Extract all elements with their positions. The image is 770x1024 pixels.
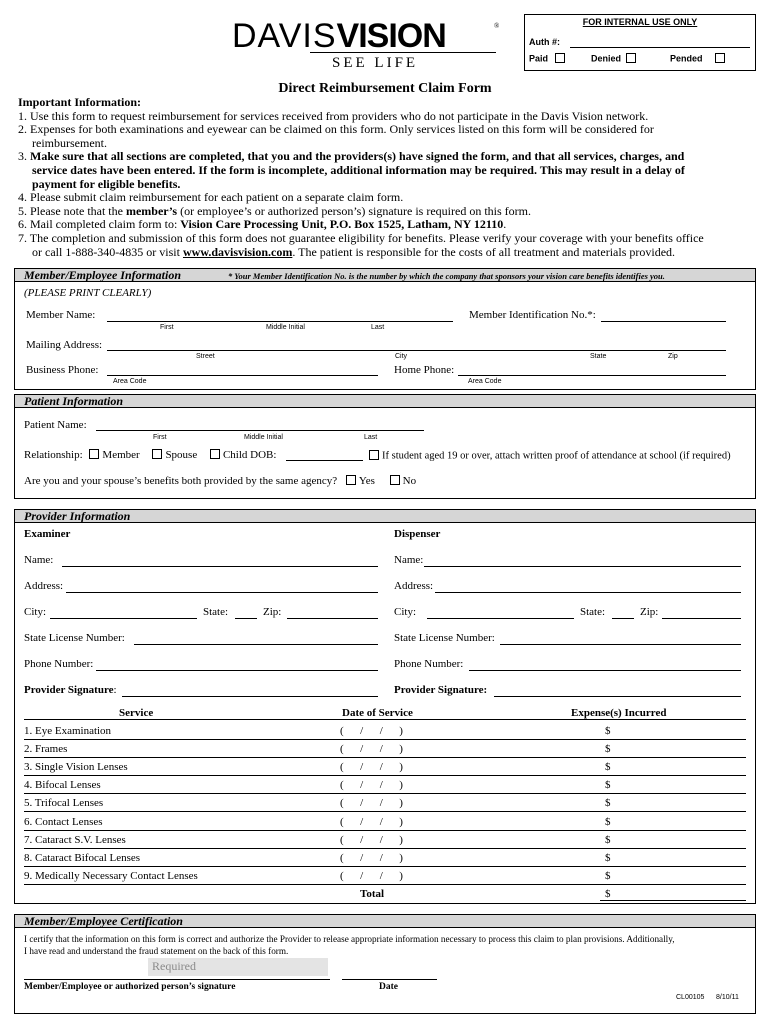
member-id-note: * Your Member Identification No. is the number by which the company that sponsors your vision care benefits identifies you.	[228, 271, 665, 281]
service-expense-dollar: $	[605, 725, 611, 737]
home-area-code-caption: Area Code	[468, 378, 502, 385]
dispenser-license-field[interactable]	[500, 644, 741, 645]
service-row	[0, 743, 770, 761]
denied-label: Denied	[591, 53, 622, 64]
examiner-name-field[interactable]	[62, 566, 378, 567]
dispenser-phone-field[interactable]	[469, 670, 741, 671]
certification-date-field[interactable]	[342, 979, 437, 980]
service-date-field[interactable]: ( / / )	[340, 779, 403, 791]
business-phone-field[interactable]	[107, 375, 378, 376]
certification-text-1: I certify that the information on this form is correct and authorize the Provider to release appropriate information necessary to process this claim to plan provisions. Additionally,	[24, 934, 675, 944]
service-date-field[interactable]: ( / / )	[340, 725, 403, 737]
student-row	[369, 450, 731, 462]
certification-date-label: Date	[379, 982, 398, 992]
service-row	[0, 779, 770, 797]
relationship-child-label: Child DOB:	[222, 449, 277, 461]
street-caption: Street	[196, 353, 215, 360]
service-row-line[interactable]	[24, 775, 746, 776]
dispenser-zip-label: Zip:	[640, 606, 659, 618]
service-name: 7. Cataract S.V. Lenses	[24, 834, 126, 846]
city-caption: City	[395, 353, 408, 360]
service-row-line[interactable]	[24, 757, 746, 758]
service-name: 4. Bifocal Lenses	[24, 779, 101, 791]
examiner-city-label: City:	[24, 606, 47, 618]
internal-use-box	[524, 14, 756, 71]
patient-last-caption: Last	[364, 434, 378, 441]
home-phone-label: Home Phone:	[394, 364, 455, 376]
dispenser-city-field[interactable]	[427, 618, 574, 619]
service-row-line[interactable]	[24, 830, 746, 831]
service-name: 2. Frames	[24, 743, 68, 755]
important-item-6: 6. Mail completed claim form to: Vision Care Processing Unit, P.O. Box 1525, Latham, NY 12110.	[18, 217, 507, 232]
member-name-field[interactable]	[107, 321, 453, 322]
important-item-2b: reimbursement.	[32, 135, 107, 150]
logo-divider	[310, 52, 496, 53]
service-row-line[interactable]	[24, 884, 746, 885]
service-name: 1. Eye Examination	[24, 725, 112, 737]
examiner-zip-label: Zip:	[263, 606, 282, 618]
logo-vision: VISION	[336, 17, 446, 55]
relationship-member-checkbox[interactable]	[89, 449, 99, 459]
home-phone-field[interactable]	[458, 375, 726, 376]
same-agency-yes-checkbox[interactable]	[346, 475, 356, 485]
same-agency-no-label: No	[402, 475, 417, 487]
important-heading: Important Information:	[18, 95, 141, 109]
service-row	[0, 797, 770, 815]
service-date-field[interactable]: ( / / )	[340, 797, 403, 809]
examiner-address-label: Address:	[24, 580, 64, 592]
dispenser-state-label: State:	[580, 606, 606, 618]
certification-text-2: I have read and understand the fraud statement on the back of this form.	[24, 945, 289, 956]
examiner-phone-field[interactable]	[96, 670, 378, 671]
form-code: CL00105	[676, 994, 705, 1001]
date-column-header: Date of Service	[342, 707, 413, 719]
dispenser-zip-field[interactable]	[662, 618, 741, 619]
service-expense-dollar: $	[605, 816, 611, 828]
member-signature-input[interactable]	[148, 958, 328, 976]
pended-label: Pended	[670, 53, 703, 64]
service-row-line[interactable]	[24, 811, 746, 812]
total-dollar: $	[605, 888, 611, 900]
zip-caption: Zip	[668, 353, 678, 360]
expense-column-header: Expense(s) Incurred	[571, 707, 667, 719]
dispenser-name-label: Name:	[394, 554, 424, 566]
mailing-address-field[interactable]	[107, 350, 726, 351]
examiner-phone-label: Phone Number:	[24, 658, 94, 670]
service-expense-dollar: $	[605, 779, 611, 791]
dispenser-signature-field[interactable]	[494, 696, 741, 697]
examiner-address-field[interactable]	[66, 592, 378, 593]
examiner-signature-field[interactable]	[122, 696, 378, 697]
logo-tagline: SEE LIFE	[332, 55, 419, 71]
member-name-label: Member Name:	[26, 309, 96, 321]
service-name: 3. Single Vision Lenses	[24, 761, 128, 773]
state-caption: State	[590, 353, 607, 360]
services-header-rule	[24, 719, 746, 720]
member-first-caption: First	[160, 324, 174, 331]
auth-label: Auth #:	[529, 37, 560, 47]
service-row	[0, 834, 770, 852]
dispenser-name-field[interactable]	[424, 566, 741, 567]
service-row-line[interactable]	[24, 793, 746, 794]
member-id-label: Member Identification No.*:	[469, 309, 596, 321]
important-item-4: 4. Please submit claim reimbursement for each patient on a separate claim form.	[18, 190, 404, 205]
service-date-field[interactable]: ( / / )	[340, 761, 403, 773]
certification-section	[14, 914, 756, 1014]
service-row	[0, 870, 770, 888]
service-name: 6. Contact Lenses	[24, 816, 103, 828]
relationship-spouse-checkbox[interactable]	[152, 449, 162, 459]
service-date-field[interactable]: ( / / )	[340, 870, 403, 882]
certification-heading: Member/Employee Certification	[14, 914, 756, 928]
service-date-field[interactable]: ( / / )	[340, 834, 403, 846]
same-agency-yes-label: Yes	[358, 475, 375, 487]
relationship-member-label: Member	[102, 449, 140, 461]
important-item-7a: 7. The completion and submission of this form does not guarantee eligibility for benefits. Please verify your coverage with your benefits office	[18, 230, 704, 245]
relationship-spouse-label: Spouse	[165, 449, 198, 461]
form-title: Direct Reimbursement Claim Form	[278, 81, 492, 96]
same-agency-row	[24, 475, 416, 487]
patient-section-heading: Patient Information	[14, 394, 756, 408]
same-agency-question: Are you and your spouse’s benefits both provided by the same agency?	[24, 475, 338, 487]
important-item-5: 5. Please note that the member’s (or employee’s or authorized person’s) signature is required on this form.	[18, 203, 531, 218]
total-expense-field[interactable]	[600, 900, 746, 901]
member-signature-label: Member/Employee or authorized person’s signature	[24, 982, 236, 992]
important-item-1: 1. Use this form to request reimbursement for services received from providers who do not participate in the Davis Vision network.	[18, 108, 649, 123]
service-expense-dollar: $	[605, 870, 611, 882]
business-phone-label: Business Phone:	[26, 364, 99, 376]
relationship-row	[24, 449, 276, 461]
patient-name-field[interactable]	[96, 430, 424, 431]
service-name: 9. Medically Necessary Contact Lenses	[24, 870, 198, 882]
dispenser-signature-label: Provider Signature:	[394, 684, 488, 696]
denied-checkbox[interactable]	[626, 53, 636, 63]
certification-text	[24, 934, 675, 957]
examiner-license-label: State License Number:	[24, 632, 125, 644]
dispenser-phone-label: Phone Number:	[394, 658, 464, 670]
provider-section-heading: Provider Information	[14, 509, 756, 523]
important-item-3c: payment for eligible benefits.	[32, 176, 181, 191]
service-column-header: Service	[119, 707, 154, 719]
examiner-heading: Examiner	[24, 528, 71, 540]
total-label: Total	[360, 888, 385, 900]
mailing-address-label: Mailing Address:	[26, 339, 103, 351]
student-note: If student aged 19 or over, attach written proof of attendance at school (if required)	[382, 450, 731, 462]
dispenser-city-label: City:	[394, 606, 417, 618]
service-expense-dollar: $	[605, 743, 611, 755]
davis-vision-logo	[232, 18, 502, 74]
examiner-state-label: State:	[203, 606, 229, 618]
patient-name-label: Patient Name:	[24, 419, 87, 431]
print-clearly-note: (PLEASE PRINT CLEARLY)	[24, 287, 152, 299]
important-item-2a: 2. Expenses for both examinations and eyewear can be claimed on this form. Only services listed on this form will be considered for	[18, 122, 654, 137]
dispenser-license-label: State License Number:	[394, 632, 495, 644]
important-item-3a: 3. Make sure that all sections are completed, that you and the providers(s) have signed the form, and that all services, charges, and	[18, 149, 685, 164]
service-row-line[interactable]	[24, 739, 746, 740]
business-area-code-caption: Area Code	[113, 378, 147, 385]
examiner-name-label: Name:	[24, 554, 54, 566]
pended-checkbox[interactable]	[715, 53, 725, 63]
member-id-field[interactable]	[601, 321, 726, 322]
form-date: 8/10/11	[716, 994, 739, 1001]
service-row	[0, 816, 770, 834]
important-item-7b: or call 1-888-340-4835 or visit www.davisvision.com. The patient is responsible for the costs of all treatment and materials provided.	[32, 244, 676, 259]
member-middle-caption: Middle Initial	[266, 324, 305, 331]
davisvision-link[interactable]: www.davisvision.com	[182, 244, 293, 259]
relationship-child-checkbox[interactable]	[210, 449, 220, 459]
child-dob-field[interactable]	[286, 460, 363, 461]
paid-checkbox[interactable]	[555, 53, 565, 63]
dispenser-state-field[interactable]	[612, 618, 634, 619]
important-info	[18, 96, 758, 259]
member-section-heading: Member/Employee Information	[14, 268, 756, 282]
same-agency-no-checkbox[interactable]	[390, 475, 400, 485]
examiner-signature-label: Provider Signature:	[24, 684, 117, 696]
member-signature-line	[24, 979, 330, 980]
service-expense-dollar: $	[605, 797, 611, 809]
required-placeholder: Required	[152, 959, 196, 973]
examiner-license-field[interactable]	[134, 644, 378, 645]
service-date-field[interactable]: ( / / )	[340, 816, 403, 828]
dispenser-address-label: Address:	[394, 580, 434, 592]
paid-label: Paid	[529, 53, 549, 64]
logo-registered: ®	[494, 22, 500, 30]
service-expense-dollar: $	[605, 852, 611, 864]
relationship-label: Relationship:	[24, 449, 83, 461]
auth-field[interactable]	[570, 47, 750, 48]
examiner-state-field[interactable]	[235, 618, 257, 619]
service-date-field[interactable]: ( / / )	[340, 743, 403, 755]
examiner-city-field[interactable]	[50, 618, 197, 619]
internal-use-title: FOR INTERNAL USE ONLY	[582, 17, 698, 27]
service-expense-dollar: $	[605, 834, 611, 846]
service-expense-dollar: $	[605, 761, 611, 773]
service-row-line[interactable]	[24, 866, 746, 867]
service-row	[0, 725, 770, 743]
service-row	[0, 761, 770, 779]
important-item-3b: service dates have been entered. If the form is incomplete, additional information may be required. This may result in a delay of	[32, 162, 685, 177]
logo-davis: DAVIS	[232, 17, 337, 55]
service-name: 5. Trifocal Lenses	[24, 797, 104, 809]
dispenser-address-field[interactable]	[435, 592, 741, 593]
patient-first-caption: First	[153, 434, 167, 441]
dispenser-heading: Dispenser	[394, 528, 441, 540]
service-name: 8. Cataract Bifocal Lenses	[24, 852, 141, 864]
student-checkbox[interactable]	[369, 450, 379, 460]
service-row-line[interactable]	[24, 848, 746, 849]
patient-middle-caption: Middle Initial	[244, 434, 283, 441]
member-last-caption: Last	[371, 324, 385, 331]
examiner-zip-field[interactable]	[287, 618, 378, 619]
service-row	[0, 852, 770, 870]
service-date-field[interactable]: ( / / )	[340, 852, 403, 864]
